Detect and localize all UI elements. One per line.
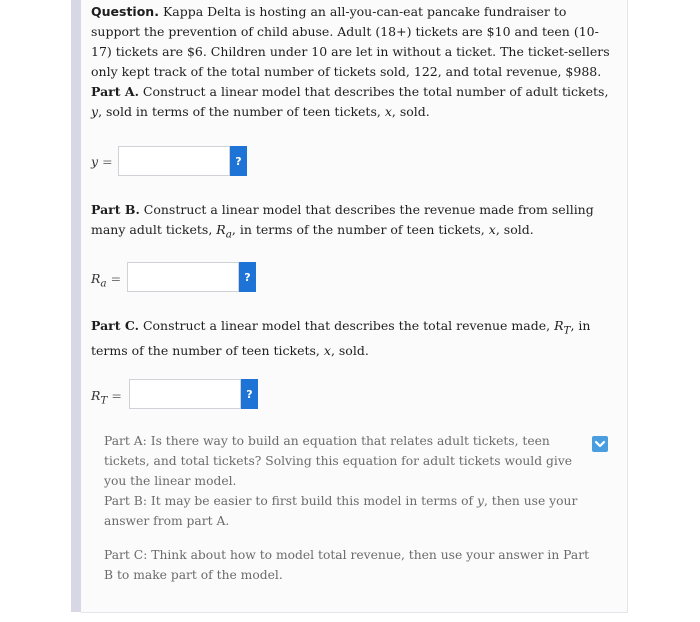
part-b-text: Part B. Construct a linear model that describes the revenue made from selling many adult tickets, $R_a$, in terms of the number of teen tickets, x, sold. <box>91 202 594 241</box>
part-b-answer-label: $R_a$ = <box>91 271 122 290</box>
part-c-text: Part C. Construct a linear model that describes the total revenue made, $R_T$, in terms of the number of teen tickets, x, sold. <box>91 318 591 358</box>
hint-part-c: Part C: Think about how to model total revenue, then use your answer in Part B to make part of the model. <box>104 548 590 582</box>
help-icon: ? <box>235 154 242 168</box>
question-text: Question. Kappa Delta is hosting an all-you-can-eat pancake fundraiser to support the prevention of child abuse. Adult (18+) tickets are $10 and teen (10-17) tickets are $6. Children under 10 are let in without a ticket. The ticket-sellers only kept track of the total number of tickets sold, 122, and total revenue, $988. Part A. Construct a linear model that describes the total number of adult tickets, y, sold in terms of the number of teen tickets, x, sold. <box>91 4 610 119</box>
question-body: Kappa Delta is hosting an all-you-can-eat pancake fundraiser to support the prevention of child abuse. Adult (18+) tickets are $10 and teen (10-17) tickets are $6. Children under 10 are let in without a ticket. The ticket-sellers only kept track of the total number of tickets sold, 122, and total revenue, $988. <box>91 4 610 79</box>
part-c-help-button[interactable] <box>241 379 258 409</box>
part-b-answer-input[interactable] <box>127 262 239 292</box>
hint-toggle-button[interactable] <box>592 436 608 452</box>
part-a-answer-input[interactable] <box>118 146 230 176</box>
part-c-answer-label: $R_T$ = <box>91 388 122 407</box>
part-a-help-button[interactable] <box>230 146 247 176</box>
part-a-answer-label: y = <box>91 154 113 169</box>
hint-part-a: Part A: Is there way to build an equation that relates adult tickets, teen tickets, and total tickets? Solving this equation for adult tickets would give you the linear model. <box>104 434 573 488</box>
part-b-help-button[interactable] <box>239 262 256 292</box>
part-a-label: Part A. <box>91 84 139 99</box>
part-c-answer-input[interactable] <box>129 379 241 409</box>
left-accent-bar <box>71 0 81 612</box>
hint-part-b: Part B: It may be easier to first build this model in terms of y, then use your answer from part A. <box>104 494 578 528</box>
question-label: Question. <box>91 4 159 19</box>
part-c-label: Part C. <box>91 318 139 333</box>
help-icon: ? <box>244 270 251 284</box>
chevron-down-icon <box>594 438 606 450</box>
help-icon: ? <box>246 387 253 401</box>
part-b-label: Part B. <box>91 202 140 217</box>
